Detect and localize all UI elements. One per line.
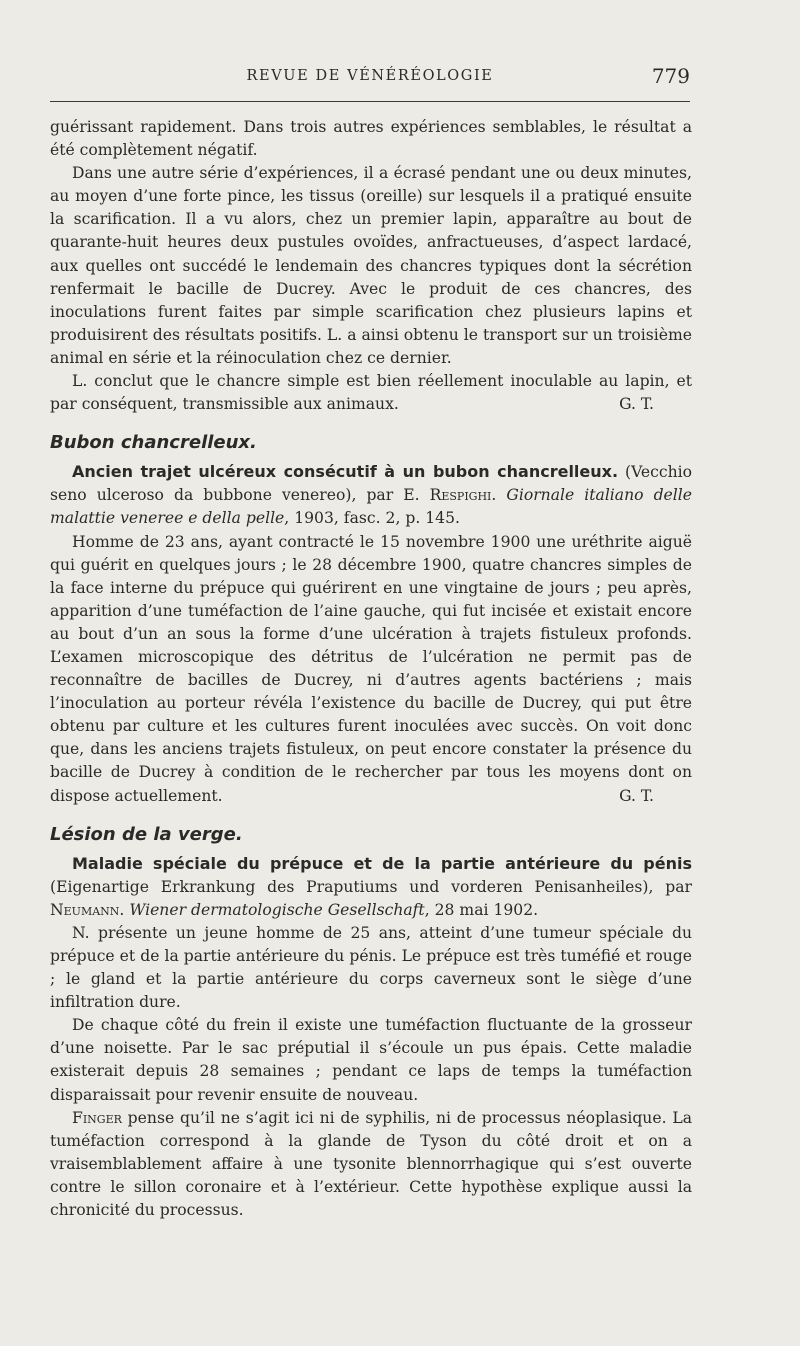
reference-text: (Eigenartige Erkrankung des Praputiums und vorderen Penisanheiles), par (50, 877, 692, 896)
paragraph-text: L. conclut que le chancre simple est bien réellement inoculable au lapin, et par conséquent, transmissible aux animaux. (50, 372, 692, 414)
page-header (50, 64, 690, 90)
reference-journal: Giornale italiano delle malattie veneree e della pelle (50, 486, 692, 528)
paragraph: De chaque côté du frein il existe une tuméfaction fluctuante de la grosseur d’une noisette. Par le sac préputial il s’écoule un pus épais. Cette maladie existerait depuis 28 semaines ; pendant ce laps de temps la tuméfaction disparaissait pour revenir ensuite de nouveau. (50, 1016, 692, 1104)
paragraph: N. présente un jeune homme de 25 ans, atteint d’une tumeur spéciale du prépuce et de la partie antérieure du pénis. Le prépuce est très tuméfié et rouge ; le gland et la partie antérieure du corps caverneux sont le siège d’une infiltration dure. (50, 923, 692, 1012)
header-rule (50, 101, 690, 102)
running-title: REVUE DE VÉNÉRÉOLOGIE (246, 68, 494, 84)
reference-text: (Vecchio seno ulceroso da bubbone venereo), par E. (50, 463, 693, 505)
article-title: Maladie spéciale du prépuce et de la partie antérieure du pénis (72, 853, 692, 873)
article-header (50, 852, 692, 922)
paragraph: guérissant rapidement. Dans trois autres expériences semblables, le résultat a été complètement négatif. (50, 118, 692, 160)
reference-text: . (491, 486, 507, 505)
body-text (50, 116, 692, 1222)
paragraph (50, 1107, 692, 1222)
article-title: Ancien trajet ulcéreux consécutif à un bubon chancrelleux. (72, 462, 619, 482)
article-header (50, 460, 692, 530)
reference-author: Finger (72, 1108, 122, 1127)
paragraph-text: Homme de 23 ans, ayant contracté le 15 novembre 1900 une uréthrite aiguë qui guérit en quelques jours ; le 28 décembre 1900, quatre chancres simples de la face interne du prépuce qui guérirent en une vingtaine de jours ; peu après, apparition d’une tuméfaction de l’aine gauche, qui fut incisée et existait encore au bout d’un an sous la forme d’une ulcération à trajets fistuleux profonds. L’examen microscopique des détritus de l’ulcération ne permit pas de reconnaître de bacilles de Ducrey, ni d’autres agents bactériens ; mais l’inoculation au porteur révéla l’existence du bacille de Ducrey, qui put être obtenu par culture et les cultures furent inoculées avec succès. On voit donc que, dans les anciens trajets fistuleux, on peut encore constater la présence du bacille de Ducrey à condition de le rechercher par tous les moyens dont on dispose actuellement. (50, 532, 692, 805)
reference-author: Neumann (50, 900, 120, 919)
page-number: 779 (651, 64, 690, 88)
reference-text: , 28 mai 1902. (424, 900, 539, 919)
signature: G. T. (619, 786, 654, 805)
reference-text: . (119, 900, 130, 919)
paragraph-text: pense qu’il ne s’agit ici ni de syphilis, ni de processus néoplasique. La tuméfaction correspond à la glande de Tyson du côté droit et on a vraisemblablement affaire à une tysonite blennorrhagique qui s’est ouverte contre le sillon coronaire et à l’extérieur. Cette hypothèse explique aussi la chronicité du processus. (50, 1108, 692, 1220)
reference-journal: Wiener dermatologische Gesellschaft (129, 900, 425, 919)
signature: G. T. (619, 395, 654, 414)
section-heading: Lésion de la verge. (50, 823, 243, 845)
reference-text: , 1903, fasc. 2, p. 145. (284, 509, 460, 528)
paragraph: Dans une autre série d’expériences, il a écrasé pendant une ou deux minutes, au moyen d’une forte pince, les tissus (oreille) sur lesquels il a pratiqué ensuite la scarification. Il a vu alors, chez un premier lapin, apparaître au bout de quarante-huit heures deux pustules ovoïdes, anfractueuses, d’aspect lardacé, aux quelles ont succédé le lendemain des chancres typiques dont la sécrétion renfermait le bacille de Ducrey. Avec le produit de ces chancres, des inoculations furent faites par simple scarification chez plusieurs lapins et produisirent des résultats positifs. L. a ainsi obtenu le transport sur un troisième animal en série et la réinoculation chez ce dernier. (50, 164, 692, 367)
paragraph (50, 531, 692, 808)
reference-author: Respighi (429, 486, 492, 505)
section-heading: Bubon chancrelleux. (50, 432, 257, 454)
paragraph (50, 370, 692, 416)
